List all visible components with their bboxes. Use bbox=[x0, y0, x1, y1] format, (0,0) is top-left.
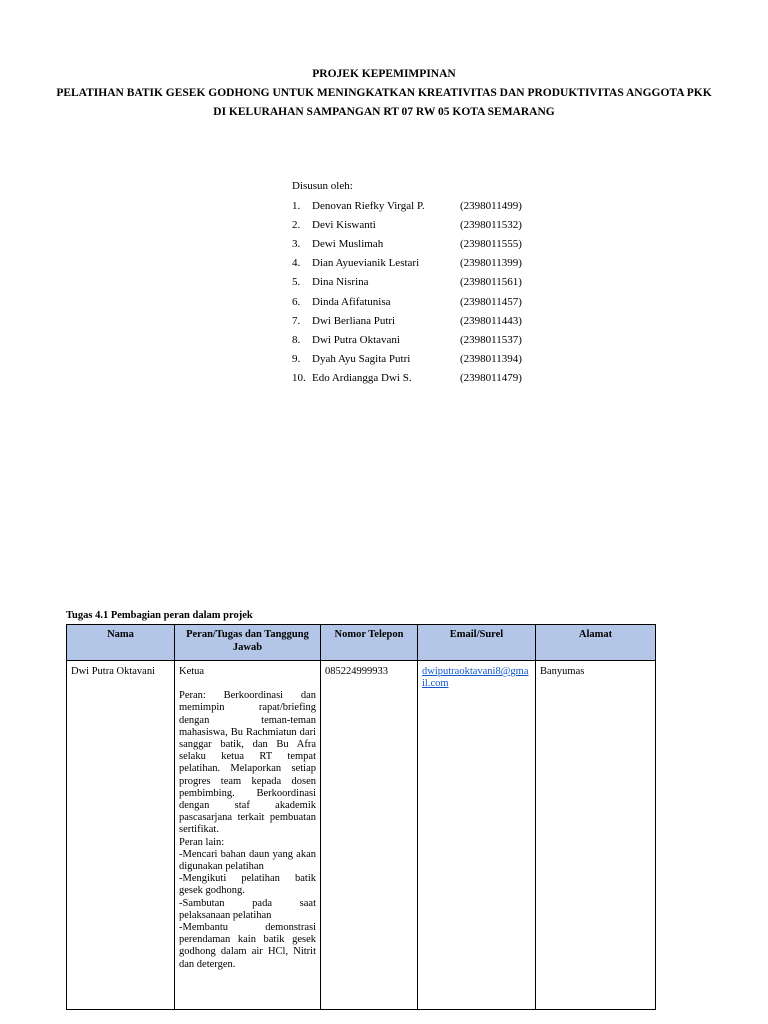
other-role-item: -Membantu demonstrasi perendaman kain batik gesek godhong dalam air HCl, Nitrit dan detergen. bbox=[179, 922, 316, 970]
author-row bbox=[292, 350, 540, 369]
author-row bbox=[292, 292, 540, 311]
author-name: Dyah Ayu Sagita Putri bbox=[312, 353, 411, 366]
author-number: 1. bbox=[292, 199, 301, 212]
author-list bbox=[292, 177, 540, 388]
other-roles-label: Peran lain: bbox=[179, 836, 225, 848]
author-name: Dwi Putra Oktavani bbox=[312, 333, 400, 346]
author-number: 6. bbox=[292, 295, 301, 308]
author-nim: (2398011443) bbox=[460, 314, 522, 327]
header-peran: Peran/Tugas dan Tanggung Jawab bbox=[175, 625, 321, 661]
author-row bbox=[292, 330, 540, 349]
author-nim: (2398011561) bbox=[460, 276, 522, 289]
other-role-item: -Sambutan pada saat pelaksanaan pelatihan bbox=[179, 897, 316, 921]
other-role-item: -Mencari bahan daun yang akan digunakan pelatihan bbox=[179, 848, 316, 873]
author-row bbox=[292, 273, 540, 292]
role-title: Ketua bbox=[179, 666, 205, 677]
cell-telepon: 085224999933 bbox=[321, 661, 418, 1010]
author-row bbox=[292, 311, 540, 330]
cell-alamat: Banyumas bbox=[536, 661, 656, 1010]
author-number: 7. bbox=[292, 314, 301, 327]
author-nim: (2398011555) bbox=[460, 237, 522, 250]
header-email: Email/Surel bbox=[418, 625, 536, 661]
author-nim: (2398011399) bbox=[460, 257, 522, 270]
cell-email bbox=[418, 661, 536, 1010]
title-line-1: PROJEK KEPEMIMPINAN bbox=[312, 68, 456, 80]
cell-peran bbox=[175, 661, 321, 1010]
author-nim: (2398011499) bbox=[460, 199, 522, 212]
header-nama: Nama bbox=[67, 625, 175, 661]
table-row bbox=[67, 661, 656, 1010]
author-row bbox=[292, 234, 540, 253]
table-header-row bbox=[67, 625, 656, 661]
author-name: Devi Kiswanti bbox=[312, 218, 376, 231]
author-number: 5. bbox=[292, 276, 301, 289]
author-number: 4. bbox=[292, 257, 301, 270]
author-nim: (2398011532) bbox=[460, 218, 522, 231]
author-nim: (2398011479) bbox=[460, 372, 522, 385]
author-row bbox=[292, 215, 540, 234]
other-role-item: -Mengikuti pelatihan batik gesek godhong. bbox=[179, 873, 316, 897]
header-alamat: Alamat bbox=[536, 625, 656, 661]
table-caption: Tugas 4.1 Pembagian peran dalam projek bbox=[66, 610, 253, 621]
author-number: 8. bbox=[292, 333, 301, 346]
role-description: Peran: Berkoordinasi dan memimpin rapat/briefing dengan teman-teman mahasiswa, Bu Rachmiatun dari sanggar batik, dan Bu Afra selaku ketua RT tempat pelatihan. Melaporkan setiap progres team kepada dosen pembimbing. Berkoordinasi dengan staf akademik pascasarjana terkait pembuatan sertifikat. bbox=[179, 690, 316, 836]
author-nim: (2398011537) bbox=[460, 333, 522, 346]
role-table bbox=[66, 624, 656, 1010]
author-name: Dian Ayuevianik Lestari bbox=[312, 257, 420, 270]
author-name: Dina Nisrina bbox=[312, 276, 369, 289]
author-list-label: Disusun oleh: bbox=[292, 180, 353, 192]
author-row bbox=[292, 196, 540, 215]
author-number: 9. bbox=[292, 353, 301, 366]
author-row bbox=[292, 254, 540, 273]
author-name: Dinda Afifatunisa bbox=[312, 295, 391, 308]
author-name: Denovan Riefky Virgal P. bbox=[312, 199, 425, 212]
header-telepon: Nomor Telepon bbox=[321, 625, 418, 661]
author-number: 3. bbox=[292, 237, 301, 250]
title-line-3: DI KELURAHAN SAMPANGAN RT 07 RW 05 KOTA SEMARANG bbox=[213, 106, 555, 118]
author-row bbox=[292, 369, 540, 388]
title-line-2: PELATIHAN BATIK GESEK GODHONG UNTUK MENINGKATKAN KREATIVITAS DAN PRODUKTIVITAS ANGGOTA PKK bbox=[56, 87, 712, 99]
author-name: Dwi Berliana Putri bbox=[312, 314, 396, 327]
author-number: 10. bbox=[292, 372, 306, 385]
email-link[interactable]: dwiputraoktavani8@gmail.com bbox=[422, 666, 529, 690]
author-nim: (2398011457) bbox=[460, 295, 522, 308]
author-name: Dewi Muslimah bbox=[312, 237, 384, 250]
author-name: Edo Ardiangga Dwi S. bbox=[312, 372, 412, 385]
title-block bbox=[0, 65, 768, 122]
author-nim: (2398011394) bbox=[460, 353, 522, 366]
cell-nama: Dwi Putra Oktavani bbox=[67, 661, 175, 1010]
author-number: 2. bbox=[292, 218, 301, 231]
